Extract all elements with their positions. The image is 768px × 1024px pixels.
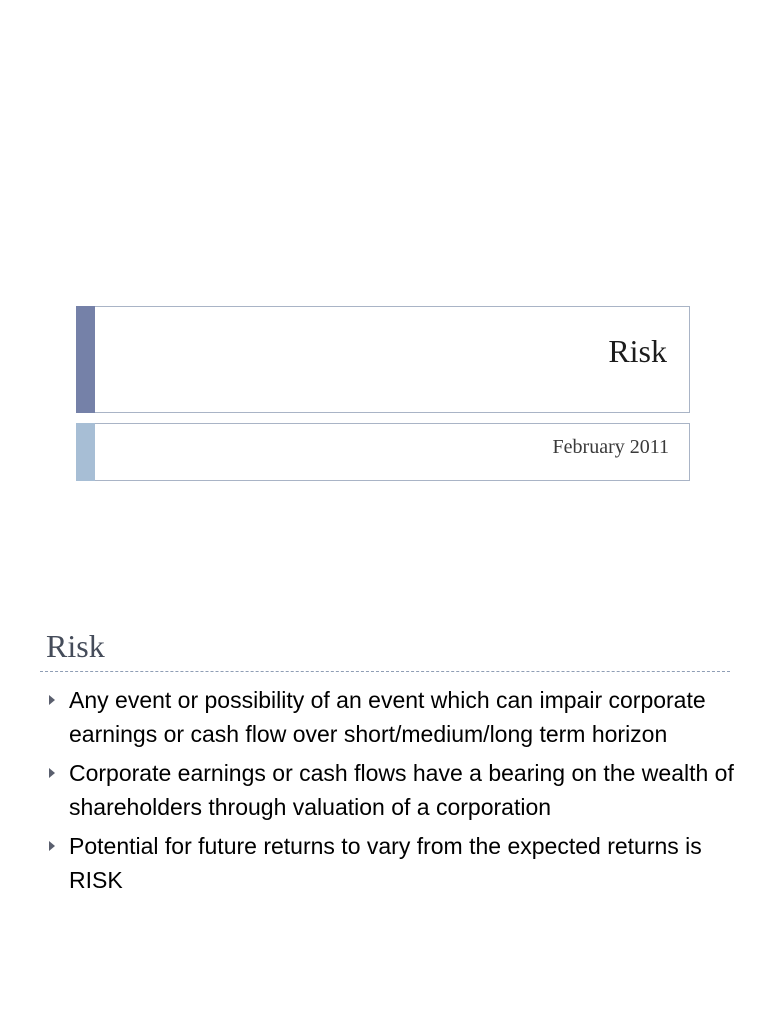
triangle-right-icon	[49, 768, 55, 778]
slide-title: Risk	[608, 333, 667, 369]
bullet-list	[46, 684, 736, 903]
triangle-right-icon	[49, 841, 55, 851]
bullet-item	[46, 684, 736, 751]
content-slide-heading: Risk	[46, 628, 105, 664]
bullet-text: Corporate earnings or cash flows have a bearing on the wealth of shareholders through valuation of a corporation	[69, 760, 734, 820]
triangle-right-icon	[49, 695, 55, 705]
heading-divider	[40, 671, 730, 672]
slide-subtitle: February 2011	[552, 436, 669, 458]
subtitle-box	[76, 423, 690, 481]
title-box	[76, 306, 690, 413]
bullet-text: Any event or possibility of an event which can impair corporate earnings or cash flow over short/medium/long term horizon	[69, 687, 706, 747]
title-accent-bar	[76, 306, 95, 413]
bullet-text: Potential for future returns to vary from the expected returns is RISK	[69, 833, 702, 893]
bullet-item	[46, 830, 736, 897]
subtitle-accent-bar	[76, 423, 95, 481]
bullet-item	[46, 757, 736, 824]
